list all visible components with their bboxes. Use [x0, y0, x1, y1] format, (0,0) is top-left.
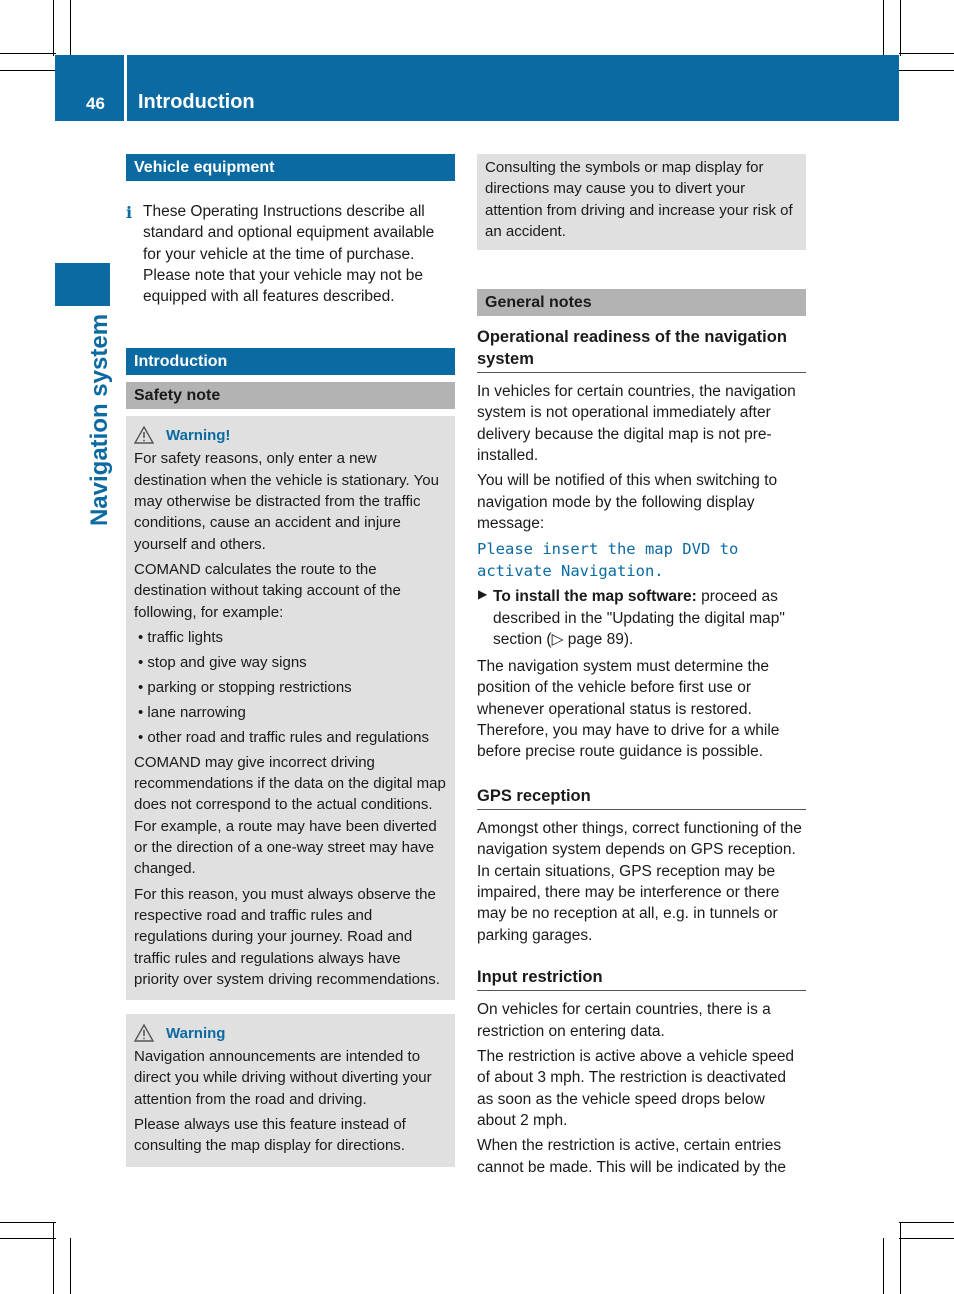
left-column	[126, 154, 455, 1167]
display-message-line: activate Navigation.	[477, 562, 664, 581]
crop-mark	[53, 0, 54, 56]
crop-mark	[900, 0, 901, 56]
instruction-step	[477, 586, 806, 650]
body-paragraph: You will be notified of this when switching to navigation mode by the following display message:	[477, 472, 778, 532]
list-item: • other road and traffic rules and regulations	[138, 728, 429, 746]
crop-mark	[883, 1238, 884, 1294]
warning-box	[126, 1014, 455, 1166]
crop-mark	[53, 1222, 54, 1294]
subheading-operational-readiness: Operational readiness of the navigation system	[477, 327, 806, 373]
warning-paragraph: COMAND calculates the route to the destination without taking account of the following, for example:	[134, 560, 401, 621]
crop-mark	[899, 53, 954, 54]
warning-paragraph: Consulting the symbols or map display for directions may cause you to divert your attention from driving and increase your risk of an accident.	[485, 159, 793, 240]
warning-box-continued	[477, 154, 806, 250]
chapter-tab-marker	[55, 263, 110, 306]
crop-mark	[900, 1222, 901, 1294]
section-heading-introduction: Introduction	[126, 348, 455, 375]
subsection-heading-safety-note: Safety note	[126, 382, 455, 409]
display-message	[477, 538, 806, 582]
section-heading-general-notes: General notes	[477, 289, 806, 316]
warning-paragraph: COMAND may give incorrect driving recommendations if the data on the digital map does not correspond to the actual conditions. For example, a route may have been diverted or the direction of a one-way street may have changed.	[134, 753, 446, 878]
list-item: • traffic lights	[138, 628, 224, 646]
crop-mark	[0, 70, 56, 71]
bullet-list	[134, 627, 447, 748]
warning-triangle-icon	[134, 426, 154, 444]
list-item: • lane narrowing	[138, 703, 246, 721]
info-icon: i	[126, 203, 133, 222]
warning-triangle-icon	[134, 1024, 154, 1042]
page-number: 46	[86, 94, 105, 113]
section-heading-vehicle-equipment: Vehicle equipment	[126, 154, 455, 181]
warning-title	[134, 426, 447, 444]
warning-title	[134, 1024, 447, 1042]
subheading-input-restriction: Input restriction	[477, 967, 806, 992]
warning-title-text: Warning	[166, 1024, 226, 1042]
warning-paragraph: For this reason, you must always observe the respective road and traffic rules and regulations during your journey. Road and traffic rules and regulations always have priority over system driving recommendations.	[134, 885, 440, 988]
body-paragraph: The navigation system must determine the position of the vehicle before first use or whenever operational status is restored. Therefore, you may have to drive for a while before precise route guidance is possible.	[477, 658, 780, 761]
crop-mark	[883, 0, 884, 56]
instruction-label: To install the map software:	[493, 588, 697, 606]
info-note	[126, 201, 455, 307]
body-paragraph: The restriction is active above a vehicle speed of about 3 mph. The restriction is deactivated as soon as the vehicle speed drops below about 2 mph.	[477, 1048, 795, 1129]
page-title: Introduction	[138, 91, 255, 113]
list-item: • parking or stopping restrictions	[138, 678, 352, 696]
crop-mark	[70, 0, 71, 56]
warning-paragraph: Navigation announcements are intended to direct you while driving without diverting your attention from the road and driving.	[134, 1048, 432, 1108]
crop-mark	[70, 1238, 71, 1294]
warning-paragraph: Please always use this feature instead of consulting the map display for directions.	[134, 1116, 406, 1155]
body-paragraph: In vehicles for certain countries, the navigation system is not operational immediately after delivery because the digital map is not pre-installed.	[477, 383, 796, 465]
body-paragraph: Amongst other things, correct functioning of the navigation system depends on GPS reception. In certain situations, GPS reception may be impaired, there may be interference or there may be no reception at all, e.g. in tunnels or parking garages.	[477, 820, 802, 944]
warning-paragraph: For safety reasons, only enter a new destination when the vehicle is stationary. You may otherwise be distracted from the traffic conditions, cause an accident and injure yourself and others.	[134, 450, 439, 553]
crop-mark	[899, 1238, 954, 1239]
body-paragraph: When the restriction is active, certain entries cannot be made. This will be indicated by the	[477, 1137, 787, 1176]
crop-mark	[899, 1222, 954, 1223]
info-note-text: These Operating Instructions describe all standard and optional equipment available for your vehicle at the time of purchase. Please note that your vehicle may not be equipped with all features described.	[143, 203, 435, 306]
subheading-gps-reception: GPS reception	[477, 786, 806, 811]
instruction-body: proceed as described in the "Updating the digital map" section (▷ page 89).	[493, 588, 785, 648]
display-message-line: Please insert the map DVD to	[477, 540, 739, 559]
chapter-side-label: Navigation system	[86, 313, 113, 527]
crop-mark	[0, 1222, 56, 1223]
crop-mark	[0, 53, 56, 54]
arrow-right-icon: ▶	[478, 587, 488, 602]
list-item: • stop and give way signs	[138, 653, 307, 671]
crop-mark	[899, 70, 954, 71]
crop-mark	[0, 1238, 56, 1239]
header-divider	[124, 55, 127, 121]
right-column	[477, 154, 806, 1182]
body-paragraph: On vehicles for certain countries, there is a restriction on entering data.	[477, 1001, 771, 1040]
instruction-text	[493, 586, 806, 650]
warning-title-text: Warning!	[166, 426, 231, 444]
warning-box	[126, 416, 455, 1000]
